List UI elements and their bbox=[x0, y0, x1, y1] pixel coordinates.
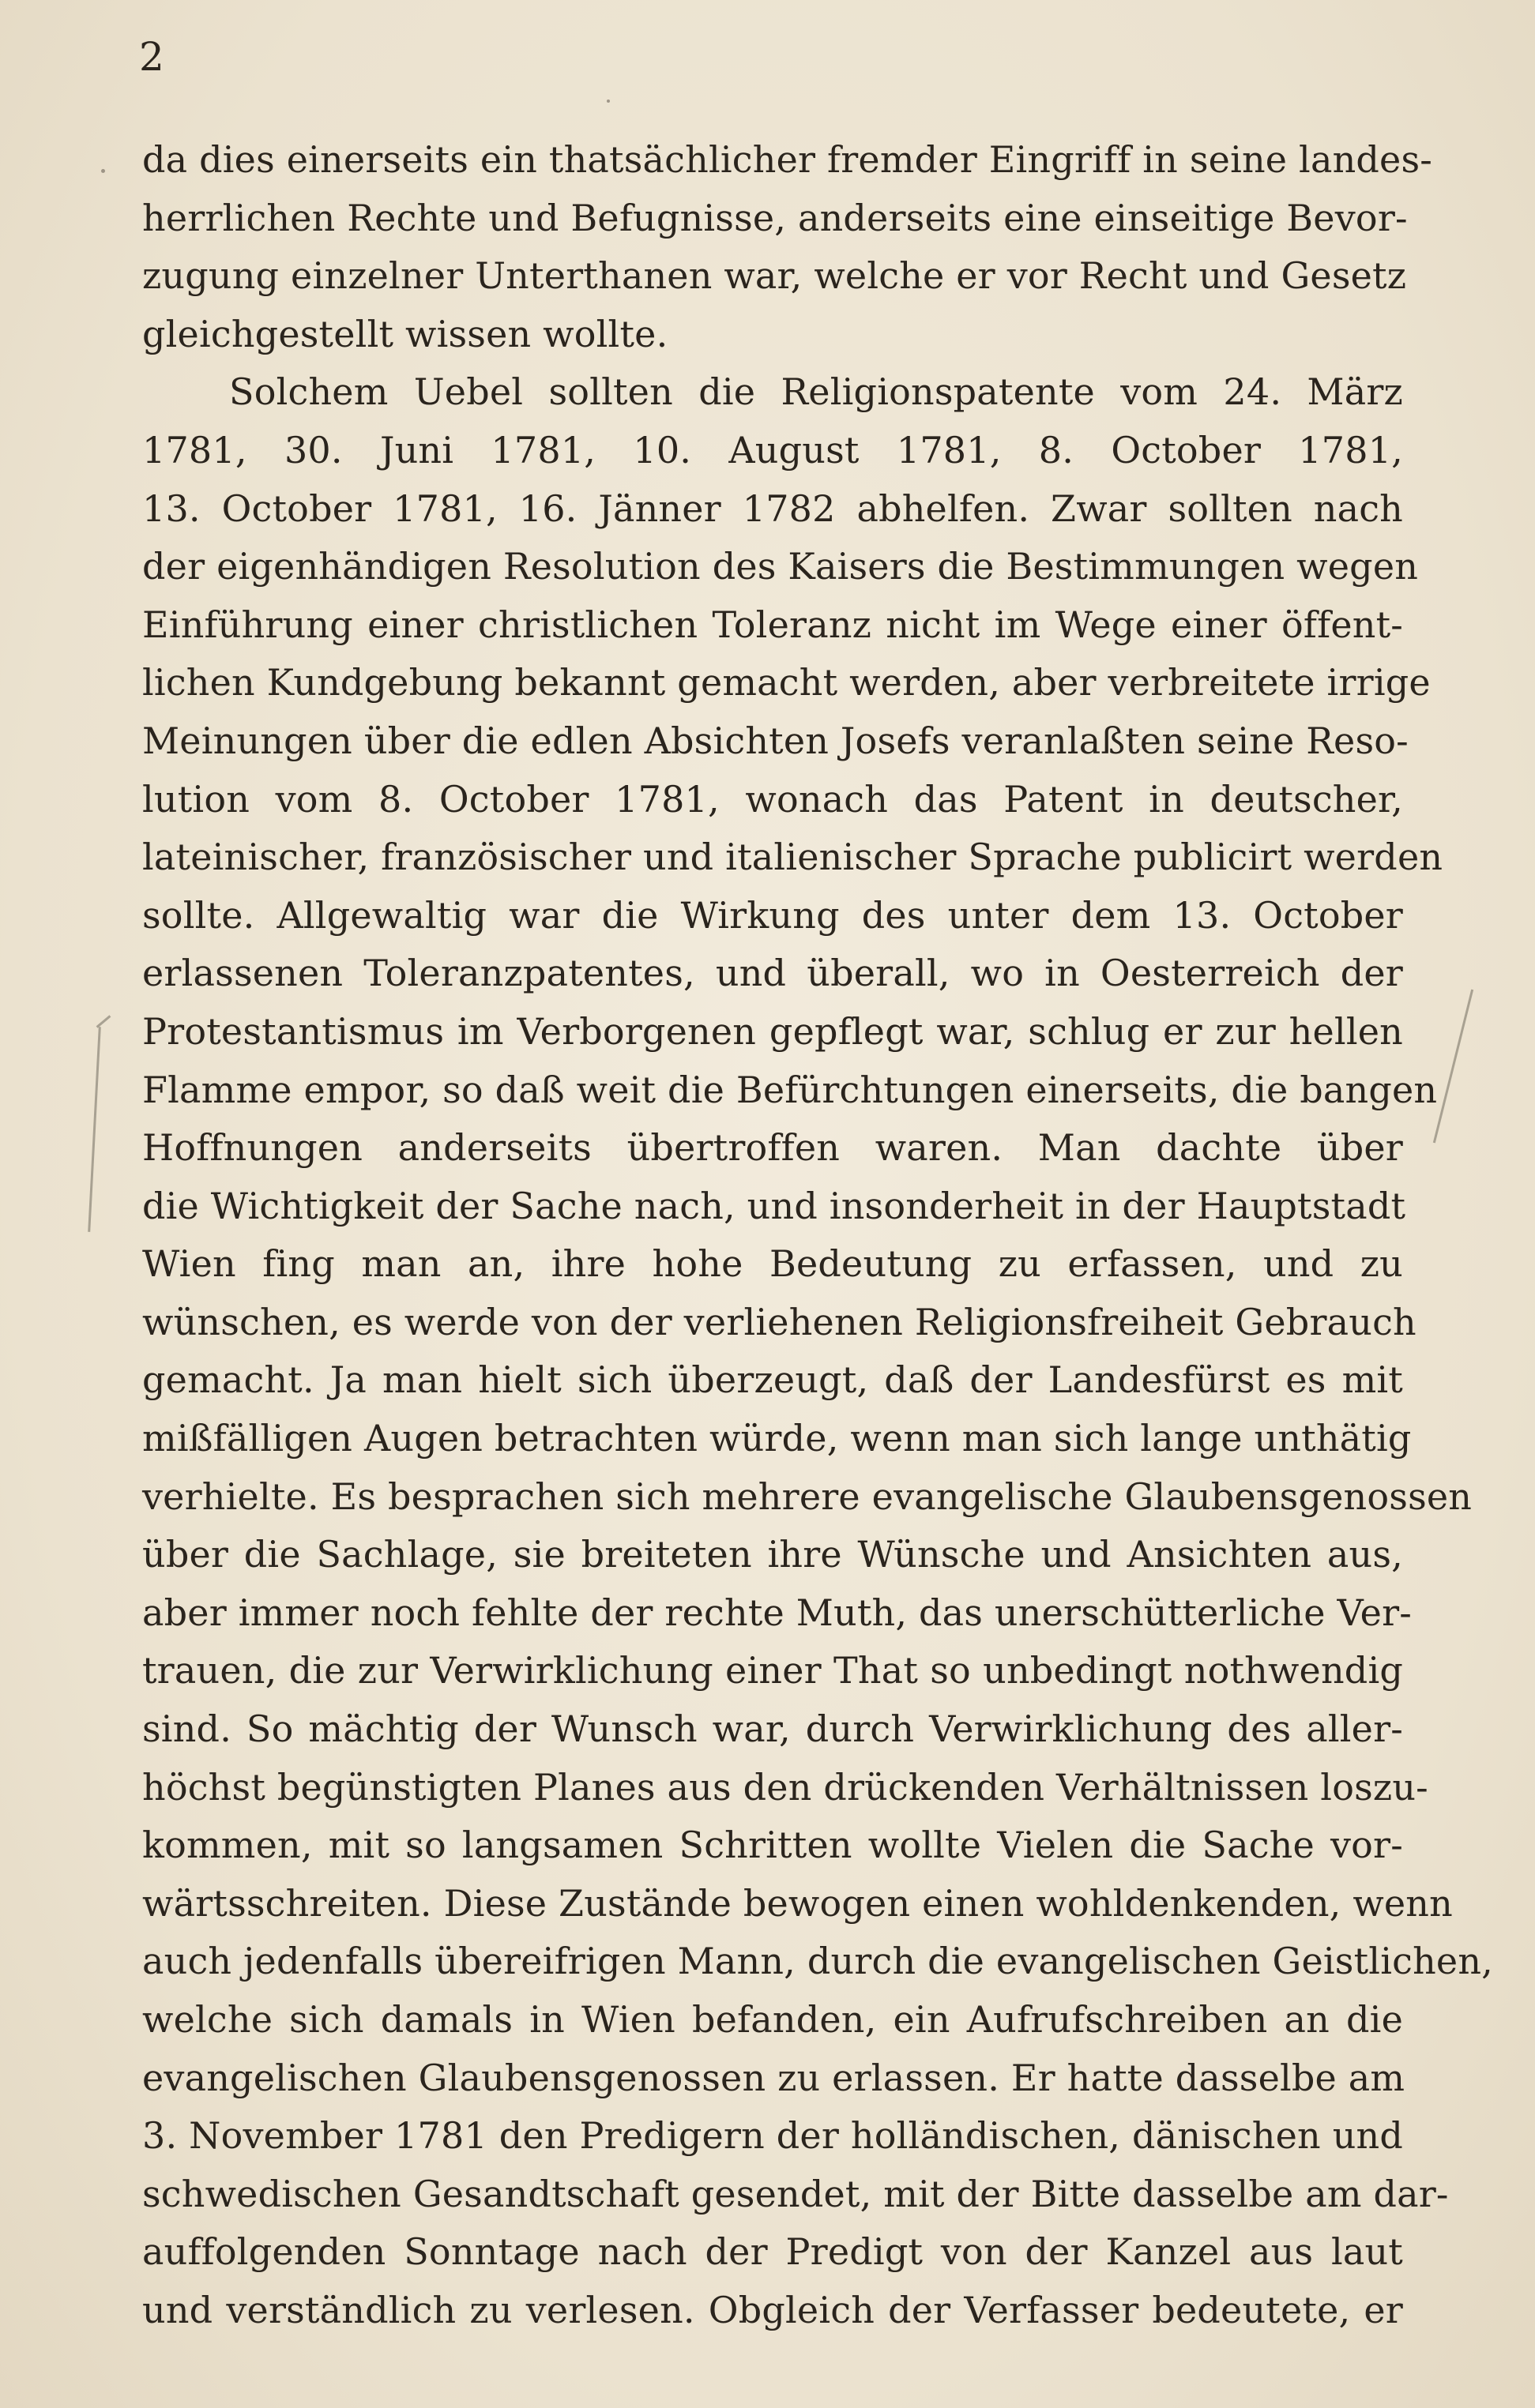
text-line: sollte. Allgewaltig war die Wirkung des unter dem 13. October bbox=[142, 893, 1403, 937]
text-line: Hoffnungen anderseits übertroffen waren. Man dachte über bbox=[142, 1126, 1403, 1170]
text-line: trauen, die zur Verwirklichung einer That so unbedingt nothwendig bbox=[142, 1649, 1403, 1692]
text-line: sind. So mächtig der Wunsch war, durch Verwirklichung des aller- bbox=[142, 1707, 1403, 1751]
text-line: lateinischer, französischer und italienischer Sprache publicirt werden bbox=[142, 836, 1443, 879]
text-line: 3. November 1781 den Predigern der holländischen, dänischen und bbox=[142, 2114, 1403, 2158]
text-line: Wien fing man an, ihre hohe Bedeutung zu erfassen, und zu bbox=[142, 1242, 1403, 1286]
text-line: höchst begünstigten Planes aus den drückenden Verhältnissen loszu- bbox=[142, 1765, 1428, 1809]
text-line: Solchem Uebel sollten die Religionspatente vom 24. März bbox=[229, 370, 1403, 414]
text-line: aber immer noch fehlte der rechte Muth, das unerschütterliche Ver- bbox=[142, 1591, 1413, 1634]
text-line: über die Sachlage, sie breiteten ihre Wünsche und Ansichten aus, bbox=[142, 1533, 1403, 1576]
text-line: mißfälligen Augen betrachten würde, wenn man sich lange unthätig bbox=[142, 1417, 1412, 1460]
text-line: herrlichen Rechte und Befugnisse, anderseits eine einseitige Bevor- bbox=[142, 196, 1408, 239]
text-line: wärtsschreiten. Diese Zustände bewogen einen wohldenkenden, wenn bbox=[142, 1881, 1453, 1925]
text-line: lution vom 8. October 1781, wonach das Patent in deutscher, bbox=[142, 777, 1403, 821]
margin-pencil-mark-right bbox=[1433, 990, 1473, 1144]
text-line: schwedischen Gesandtschaft gesendet, mit der Bitte dasselbe am dar- bbox=[142, 2172, 1449, 2215]
text-line: gleichgestellt wissen wollte. bbox=[142, 312, 668, 355]
text-line: Einführung einer christlichen Toleranz nicht im Wege einer öffent- bbox=[142, 603, 1403, 646]
text-line: 13. October 1781, 16. Jänner 1782 abhelfen. Zwar sollten nach bbox=[142, 486, 1403, 530]
text-line: und verständlich zu verlesen. Obgleich der Verfasser bedeutete, er bbox=[142, 2288, 1403, 2331]
text-line: gemacht. Ja man hielt sich überzeugt, daß der Landesfürst es mit bbox=[142, 1358, 1403, 1402]
margin-pencil-mark-left-hook bbox=[96, 1015, 111, 1027]
text-line: lichen Kundgebung bekannt gemacht werden, aber verbreitete irrige bbox=[142, 661, 1431, 704]
text-line: erlassenen Toleranzpatentes, und überall, wo in Oesterreich der bbox=[142, 952, 1403, 995]
text-line: der eigenhändigen Resolution des Kaisers die Bestimmungen wegen bbox=[142, 545, 1419, 588]
text-line: da dies einerseits ein thatsächlicher fremder Eingriff in seine landes- bbox=[142, 138, 1433, 181]
page-number: 2 bbox=[139, 34, 165, 80]
body-text bbox=[142, 131, 1493, 2340]
text-line: 1781, 30. Juni 1781, 10. August 1781, 8. October 1781, bbox=[142, 428, 1403, 471]
text-line: evangelischen Glaubensgenossen zu erlassen. Er hatte dasselbe am bbox=[142, 2056, 1405, 2099]
text-line: Meinungen über die edlen Absichten Josefs veranlaßten seine Reso- bbox=[142, 719, 1409, 762]
text-line: zugung einzelner Unterthanen war, welche er vor Recht und Gesetz bbox=[142, 254, 1407, 298]
text-line: wünschen, es werde von der verliehenen Religionsfreiheit Gebrauch bbox=[142, 1300, 1416, 1343]
text-line: auffolgenden Sonntage nach der Predigt von der Kanzel aus laut bbox=[142, 2230, 1403, 2274]
margin-pencil-mark-left bbox=[88, 1027, 101, 1232]
text-line: Protestantismus im Verborgenen gepflegt war, schlug er zur hellen bbox=[142, 1009, 1403, 1053]
ink-speck bbox=[101, 169, 105, 173]
text-line: auch jedenfalls übereifrigen Mann, durch die evangelischen Geistlichen, bbox=[142, 1940, 1493, 1983]
text-line: welche sich damals in Wien befanden, ein Aufrufschreiben an die bbox=[142, 1998, 1403, 2041]
text-line: verhielte. Es besprachen sich mehrere evangelische Glaubensgenossen bbox=[142, 1474, 1473, 1518]
text-line: Flamme empor, so daß weit die Befürchtungen einerseits, die bangen bbox=[142, 1068, 1438, 1111]
text-line: die Wichtigkeit der Sache nach, und insonderheit in der Hauptstadt bbox=[142, 1184, 1406, 1227]
ink-speck bbox=[607, 100, 610, 103]
text-line: kommen, mit so langsamen Schritten wollte Vielen die Sache vor- bbox=[142, 1824, 1403, 1867]
